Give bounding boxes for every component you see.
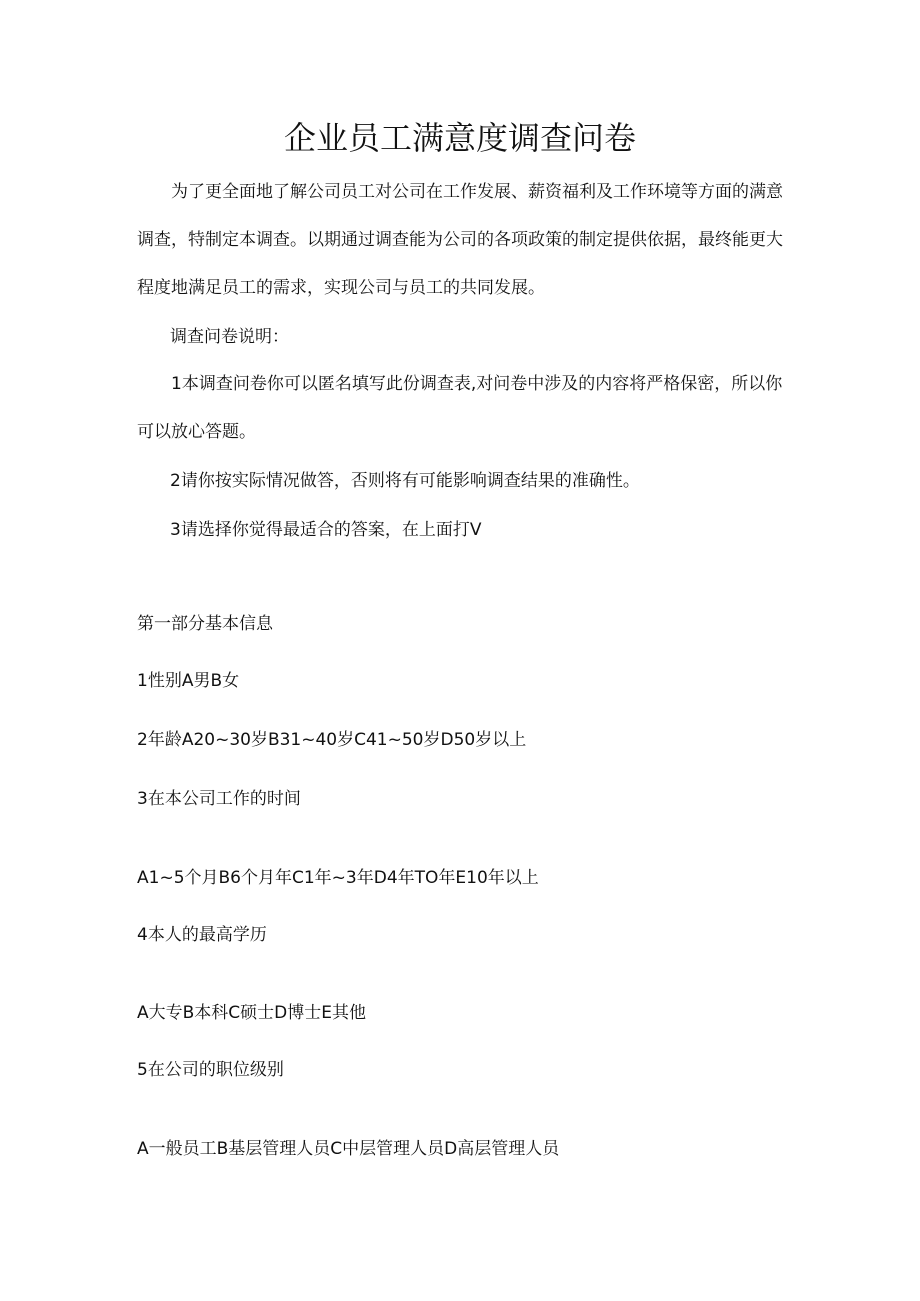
notes-heading: 调查问卷说明： [170, 327, 289, 347]
question-position-options: A一般员工B基层管理人员C中层管理人员D高层管理人员 [137, 1139, 560, 1159]
intro-paragraph: 为了更全面地了解公司员工对公司在工作发展、薪资福利及工作环境等方面的满意调查，特制定本调查。以期通过调查能为公司的各项政策的制定提供依据，最终能更大程度地满足员工的需求，实现公司与员工的共同发展。 [137, 182, 783, 298]
question-education-options: A大专B本科C硕士D博士E其他 [137, 1003, 366, 1023]
question-age: 2年龄A20~30岁B31~40岁C41~50岁D50岁以上 [137, 730, 527, 750]
note-3: 3请选择你觉得最适合的答案，在上面打V [170, 520, 482, 540]
document-title: 企业员工满意度调查问卷 [283, 119, 636, 157]
question-education: 4本人的最高学历 [137, 925, 267, 945]
note-1: 1本调查问卷你可以匿名填写此份调查表,对问卷中涉及的内容将严格保密，所以你可以放心答题。 [137, 374, 783, 442]
section-heading-basic-info: 第一部分基本信息 [137, 614, 273, 634]
question-tenure-options: A1~5个月B6个月年C1年~3年D4年TO年E10年以上 [137, 868, 539, 888]
note-2: 2请你按实际情况做答，否则将有可能影响调查结果的准确性。 [170, 471, 640, 491]
question-position: 5在公司的职位级别 [137, 1060, 284, 1080]
question-tenure: 3在本公司工作的时间 [137, 789, 301, 809]
question-gender: 1性别A男B女 [137, 671, 240, 691]
